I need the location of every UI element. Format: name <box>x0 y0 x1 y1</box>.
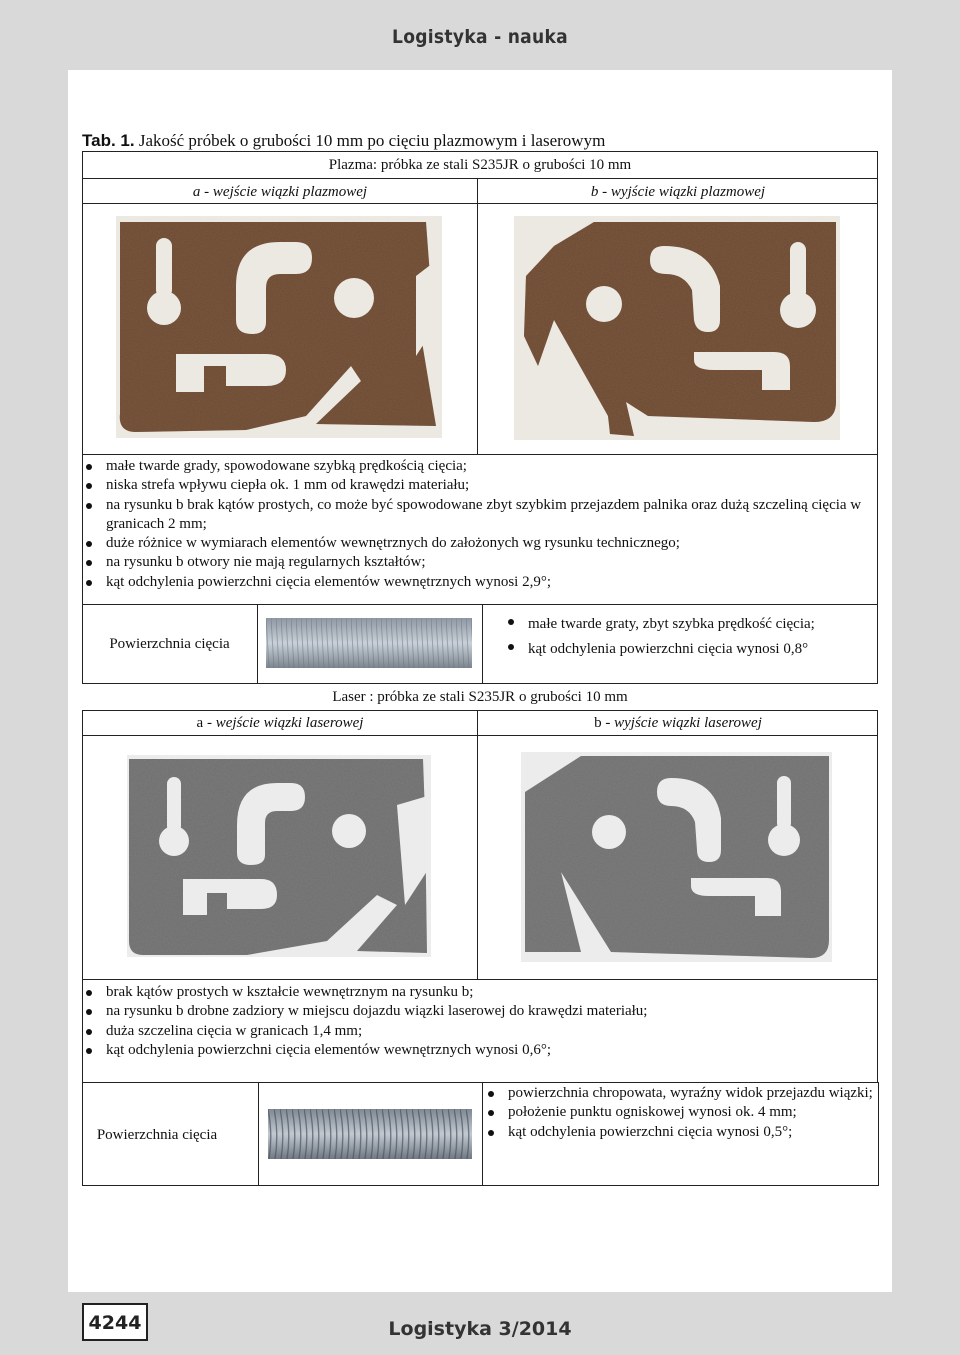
plasma-col-b: b - wyjście wiązki plazmowej <box>590 184 766 200</box>
list-item: kąt odchylenia powierzchni cięcia elementów wewnętrznych wynosi 0,6°; <box>82 1041 872 1060</box>
list-item: kąt odchylenia powierzchni cięcia elementów wewnętrznych wynosi 2,9°; <box>82 573 872 592</box>
list-item: duże różnice w wymiarach elementów wewnętrznych do założonych wg rysunku technicznego; <box>82 534 872 553</box>
plasma-observations <box>82 457 872 592</box>
list-item: małe twarde grady, spowodowane szybką prędkością cięcia; <box>82 457 872 476</box>
list-item: na rysunku b otwory nie mają regularnych kształtów; <box>82 553 872 572</box>
laser-col-a: a - wejście wiązki laserowej <box>196 715 364 731</box>
plasma-cut-surface-photo <box>266 618 472 668</box>
caption-label: Tab. 1. <box>82 131 135 150</box>
running-header: Logistyka - nauka <box>392 26 568 48</box>
laser-entry-photo <box>127 755 431 957</box>
caption-text: Jakość próbek o grubości 10 mm po cięciu plazmowym i laserowym <box>138 131 606 150</box>
laser-col-b: b - wyjście wiązki laserowej <box>594 715 762 731</box>
laser-surface-notes <box>484 1084 876 1142</box>
plasma-entry-photo <box>116 216 442 438</box>
plasma-exit-photo <box>514 216 840 440</box>
laser-surface-label: Powierzchnia cięcia <box>96 1127 218 1143</box>
laser-cut-surface-photo <box>268 1109 472 1159</box>
list-item: kąt odchylenia powierzchni cięcia wynosi 0,5°; <box>484 1123 876 1142</box>
list-item: na rysunku b drobne zadziory w miejscu dojazdu wiązki laserowej do krawędzi materiału; <box>82 1002 872 1021</box>
plasma-surface-notes <box>504 612 874 662</box>
plasma-col-a: a - wejście wiązki plazmowej <box>192 184 368 200</box>
table-caption <box>82 131 605 151</box>
list-item: położenie punktu ogniskowej wynosi ok. 4 mm; <box>484 1103 876 1122</box>
page-number: 4244 <box>82 1303 148 1341</box>
plasma-surface-label: Powierzchnia cięcia <box>109 636 230 652</box>
laser-title: Laser : próbka ze stali S235JR o grubości 10 mm <box>332 689 628 705</box>
list-item: małe twarde graty, zbyt szybka prędkość cięcia; <box>504 612 874 637</box>
laser-observations <box>82 983 872 1060</box>
list-item: duża szczelina cięcia w granicach 1,4 mm; <box>82 1022 872 1041</box>
list-item: niska strefa wpływu ciepła ok. 1 mm od krawędzi materiału; <box>82 476 872 495</box>
plasma-title: Plazma: próbka ze stali S235JR o grubości 10 mm <box>328 157 632 173</box>
journal-footer: Logistyka 3/2014 <box>388 1318 572 1340</box>
list-item: na rysunku b brak kątów prostych, co może być spowodowane zbyt szybkim przejazdem palnika oraz dużą szczeliną cięcia w granicach 2 mm; <box>82 496 872 535</box>
list-item: brak kątów prostych w kształcie wewnętrznym na rysunku b; <box>82 983 872 1002</box>
list-item: kąt odchylenia powierzchni cięcia wynosi 0,8° <box>504 637 874 662</box>
laser-exit-photo <box>521 752 832 962</box>
list-item: powierzchnia chropowata, wyraźny widok przejazdu wiązki; <box>484 1084 876 1103</box>
